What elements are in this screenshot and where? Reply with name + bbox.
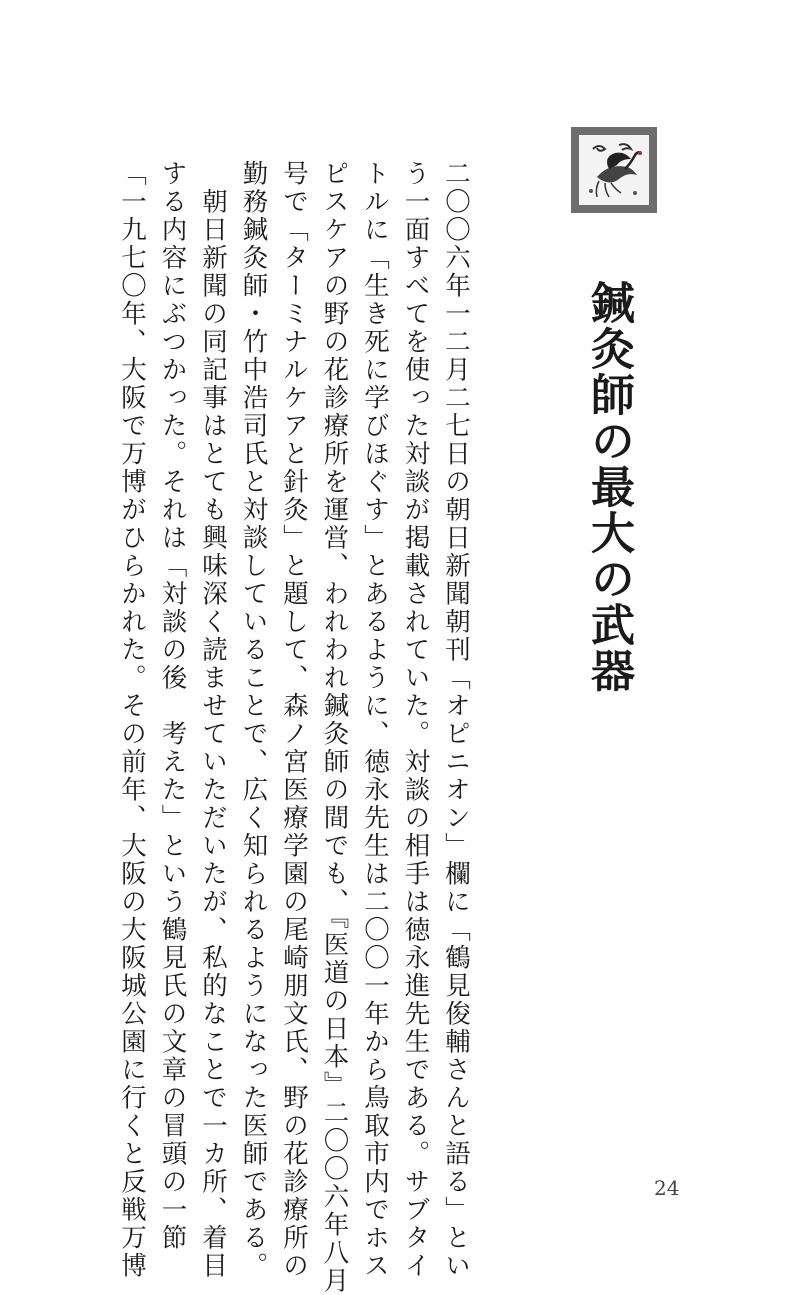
text-column-3: トルに「生き死に学びほぐす」とあるように、徳永先生は二〇〇一年から鳥取市内でホス xyxy=(360,160,390,1280)
chapter-title: 鍼灸師の最大の武器 xyxy=(583,280,634,694)
text-column-9: 「一九七〇年、大阪で万博がひらかれた。その前年、大阪の大阪城公園に行くと反戦万博 xyxy=(117,160,147,1280)
text-column-2: う一面すべてを使った対談が掲載されていた。対談の相手は徳永進先生である。サブタイ xyxy=(400,160,431,1280)
text-column-4: ピスケアの野の花診療所を運営、われわれ鍼灸師の間でも、『医道の日本』二〇〇六年八月 xyxy=(319,160,350,1295)
crane-icon xyxy=(579,135,649,205)
text-column-6: 勤務鍼灸師・竹中浩司氏と対談していることで、広く知られるようになった医師である。 xyxy=(238,160,269,1280)
text-column-7: 朝日新聞の同記事はとても興味深く読ませていただいたが、私的なことで一カ所、着目 xyxy=(198,160,228,1280)
page-number: 24 xyxy=(654,1176,680,1200)
chapter-emblem xyxy=(571,127,657,213)
text-column-1: 二〇〇六年一二月二七日の朝日新聞朝刊「オピニオン」欄に「鶴見俊輔さんと語る」とい xyxy=(441,160,471,1280)
text-column-8: する内容にぶつかった。それは「対談の後 考えた」という鶴見氏の文章の冒頭の一節 xyxy=(157,160,188,1252)
body-text xyxy=(117,160,471,1295)
text-column-5: 号で「ターミナルケアと針灸」と題して、森ノ宮医療学園の尾崎朋文氏、野の花診療所の xyxy=(279,160,309,1280)
crane-emblem-icon xyxy=(579,135,649,205)
